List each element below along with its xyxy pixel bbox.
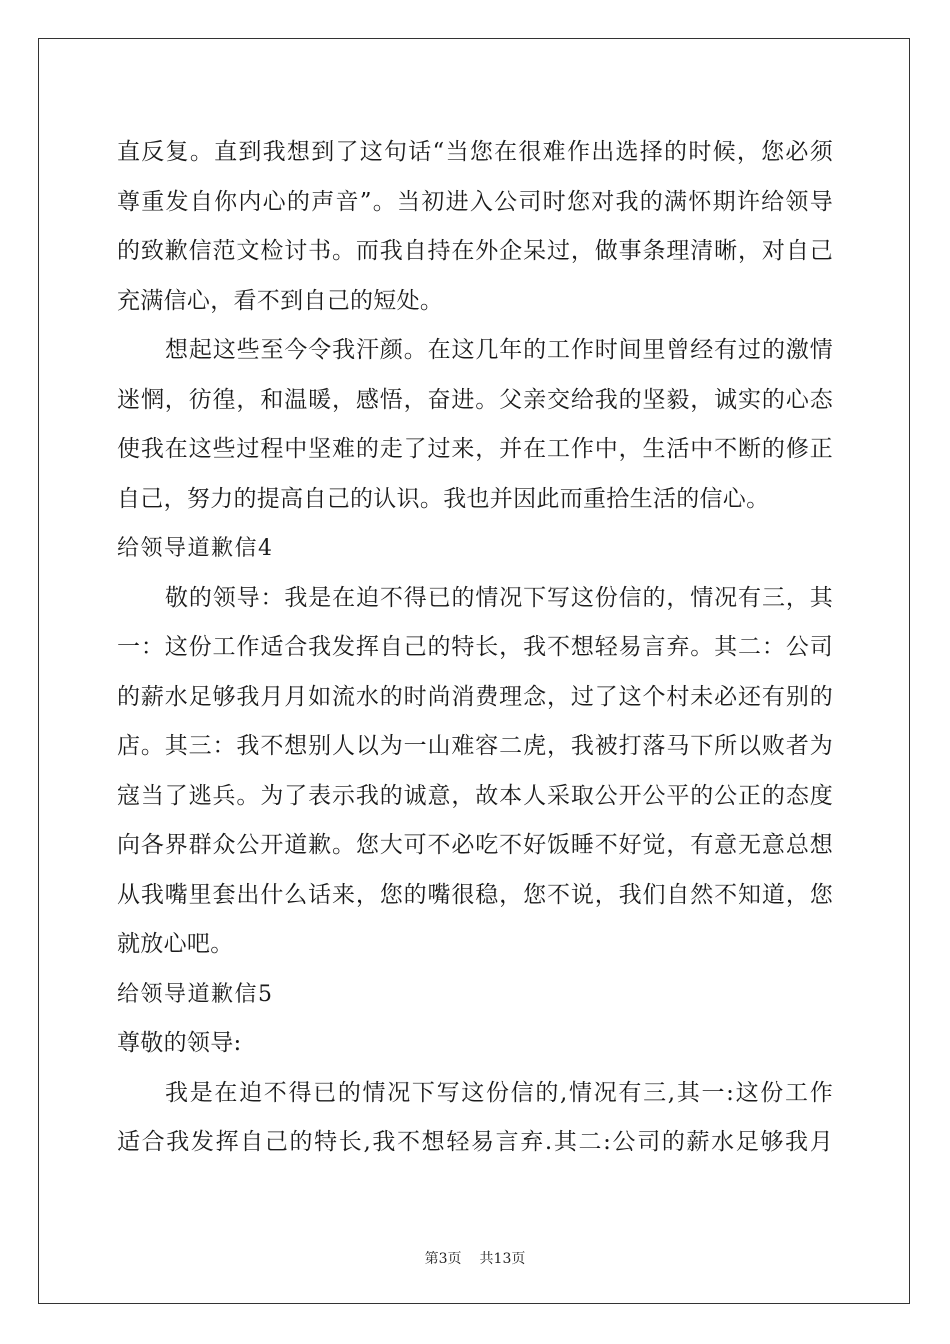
document-body — [117, 128, 833, 1168]
text-line: 的致歉信范文检讨书。而我自持在外企呆过，做事条理清晰，对自己 — [117, 238, 833, 264]
text-line: 想起这些至今令我汗颜。在这几年的工作时间里曾经有过的激情 — [165, 337, 833, 363]
text-line: 自己，努力的提高自己的认识。我也并因此而重拾生活的信心。 — [117, 485, 770, 512]
salutation: 尊敬的领导: — [117, 1030, 242, 1056]
text-line: 尊重发自你内心的声音”。当初进入公司时您对我的满怀期许给领导 — [117, 188, 833, 215]
text-line: 从我嘴里套出什么话来，您的嘴很稳，您不说，我们自然不知道，您 — [117, 881, 833, 908]
text-line: 就放心吧。 — [117, 931, 234, 957]
text-line: 的薪水足够我月月如流水的时尚消费理念，过了这个村未必还有别的 — [117, 683, 833, 710]
text-line: 寇当了逃兵。为了表示我的诚意，故本人采取公开公平的公正的态度 — [117, 782, 833, 809]
text-line: 适合我发挥自己的特长,我不想轻易言弃.其二:公司的薪水足够我月 — [117, 1129, 833, 1155]
text-line: 一：这份工作适合我发挥自己的特长，我不想轻易言弃。其二：公司 — [117, 634, 833, 660]
text-line: 充满信心，看不到自己的短处。 — [117, 287, 444, 314]
text-line: 我是在迫不得已的情况下写这份信的,情况有三,其一:这份工作 — [165, 1079, 833, 1106]
text-line: 迷惘，彷徨，和温暖，感悟，奋进。父亲交给我的坚毅，诚实的心态 — [117, 386, 833, 413]
page-footer — [0, 1248, 950, 1268]
text-line: 向各界群众公开道歉。您大可不必吃不好饭睡不好觉，有意无意总想 — [117, 832, 833, 858]
page-number: 第3页 — [424, 1251, 462, 1267]
text-line: 敬的领导：我是在迫不得已的情况下写这份信的，情况有三，其 — [165, 584, 833, 611]
page-total: 共13页 — [479, 1251, 526, 1267]
text-line: 使我在这些过程中坚难的走了过来，并在工作中，生活中不断的修正 — [117, 436, 833, 462]
text-line: 店。其三：我不想别人以为一山难容二虎，我被打落马下所以败者为 — [117, 733, 833, 759]
text-line: 直反复。直到我想到了这句话“当您在很难作出选择的时候，您必须 — [117, 139, 833, 165]
section-heading: 给领导道歉信5 — [117, 981, 274, 1007]
section-heading: 给领导道歉信4 — [117, 536, 274, 561]
